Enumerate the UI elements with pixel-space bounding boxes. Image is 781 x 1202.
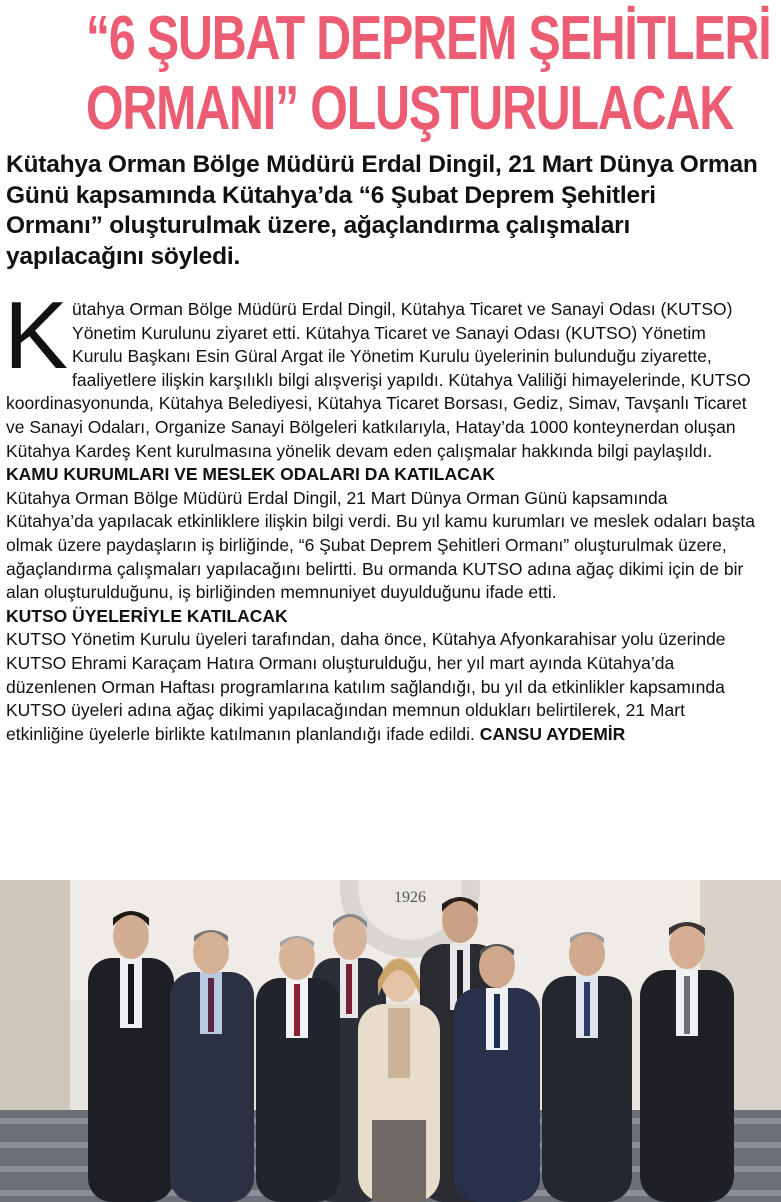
subheading-2: KUTSO ÜYELERİYLE KATILACAK: [6, 605, 288, 626]
paragraph-1-text: ütahya Orman Bölge Müdürü Erdal Dingil, Kütahya Ticaret ve Sanayi Odası (KUTSO) Yönetim Kurulunu ziyaret etti. Kütahya Ticaret ve Sanayi Odası (KUTSO) Yönetim Kurulu Başkanı Esin Güral Argat ile Yönetim Kurulu üyelerinin bulunduğu ziyarette, faaliyetlere ilişkin karşılıklı bilgi alışverişi yapıldı. Kütahya Valiliği himayelerinde, KUTSO koordinasyonunda, Kütahya Belediyesi, Kütahya Ticaret Borsası, Gediz, Simav, Tavşanlı Ticaret ve Sanayi Odaları, Organize Sanayi Bölgeleri katkılarıyla, Hatay’da 1000 konteynerdan oluşan Kütahya Kardeş Kent kurulmasına yönelik devam eden çalışmalar hakkında bilgi paylaşıldı.: [6, 299, 751, 461]
headline-line-1: “6 ŞUBAT DEPREM ŞEHİTLERİ: [85, 4, 771, 73]
group-photo: [0, 880, 781, 1202]
group-photo-illustration: [0, 880, 781, 1202]
byline: CANSU AYDEMİR: [479, 723, 626, 744]
headline: [85, 4, 771, 144]
paragraph-3-text: KUTSO Yönetim Kurulu üyeleri tarafından, daha önce, Kütahya Afyonkarahisar yolu üzerinde KUTSO Ehrami Karaçam Hatıra Ormanı oluşturulduğu, her yıl mart ayında Kütahya’da düzenlenen Orman Haftası programlarına katılım sağlandığı, bu yıl da etkinlikler kapsamında KUTSO üyeleri adına ağaç dikimi yapılacağından memnun oldukları belirtilerek, 21 Mart etkinliğine üyelerle birlikte katılmanın planlandığı ifade edildi.: [6, 629, 726, 744]
emblem-year: 1926: [394, 889, 426, 906]
drop-cap: K: [4, 282, 69, 389]
subheading-1: KAMU KURUMLARI VE MESLEK ODALARI DA KATILACAK: [6, 464, 496, 485]
article-body: [4, 282, 758, 746]
paragraph-3: [6, 628, 758, 746]
paragraph-1: [4, 282, 758, 463]
paragraph-2: Kütahya Orman Bölge Müdürü Erdal Dingil, 21 Mart Dünya Orman Günü kapsamında Kütahya’da yapılacak etkinliklere ilişkin bilgi verdi. Bu yıl kamu kurumları ve meslek odaları başta olmak üzere paydaşların iş birliğinde, “6 Şubat Deprem Şehitleri Ormanı” oluşturulmak üzere, ağaçlandırma çalışmaları yapılacağını belirtti. Bu ormanda KUTSO adına ağaç dikimi için de bir alan oluşturulduğunu, iş birliğinden memnuniyet duyulduğunu ifade etti.: [6, 487, 755, 603]
headline-line-2: ORMANI” OLUŞTURULACAK: [85, 74, 733, 143]
spot-summary: Kütahya Orman Bölge Müdürü Erdal Dingil, 21 Mart Dünya Orman Günü kapsamında Kütahya’da “6 Şubat Deprem Şehitleri Ormanı” oluşturulmak üzere, ağaçlandırma çalışmaları yapılacağını söyledi.: [6, 151, 758, 270]
